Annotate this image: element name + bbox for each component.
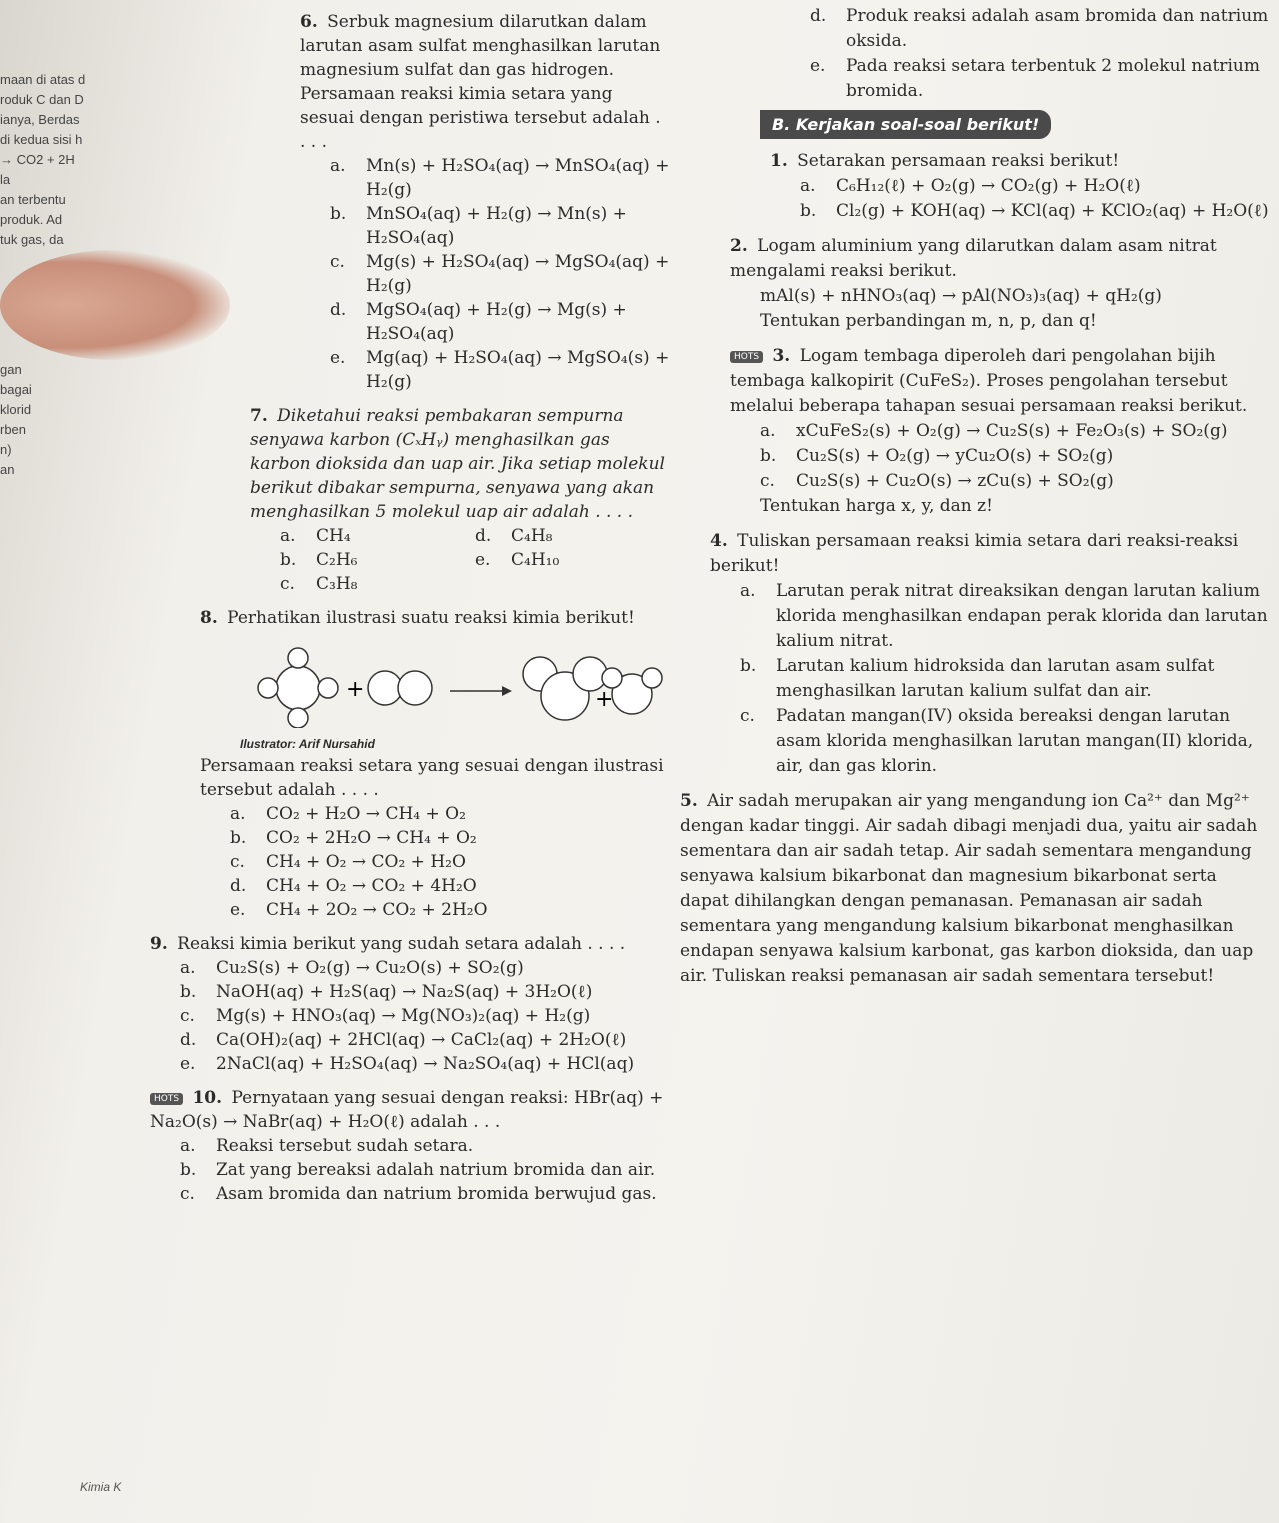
options-list <box>180 956 670 1076</box>
question-text: Tuliskan persamaan reaksi kimia setara dari reaksi-reaksi berikut! <box>710 531 1239 576</box>
question-ask: Tentukan perbandingan m, n, p, dan q! <box>760 311 1097 331</box>
option-text: C₆H₁₂(ℓ) + O₂(g) → CO₂(g) + H₂O(ℓ) <box>836 176 1141 196</box>
question-text: Pernyataan yang sesuai dengan reaksi: HBr(aq) + Na₂O(s) → NaBr(aq) + H₂O(ℓ) adalah . . . <box>150 1088 664 1132</box>
question-text: Setarakan persamaan reaksi berikut! <box>797 151 1120 171</box>
question-number: 2. <box>730 236 748 256</box>
option-item <box>760 419 1270 444</box>
question-text: Serbuk magnesium dilarutkan dalam larutan asam sulfat menghasilkan larutan magnesium sulfat dan gas hidrogen. Persamaan reaksi kimia setara yang sesuai dengan peristiwa tersebut adalah . . . . <box>300 12 661 152</box>
question-number: 10. <box>192 1088 223 1108</box>
page-footer: Kimia K <box>80 1480 122 1494</box>
options-list <box>760 419 1270 494</box>
option-letter: d. <box>810 6 827 26</box>
option-letter: e. <box>230 900 246 920</box>
options-list <box>280 524 670 596</box>
illustrator-credit: Ilustrator: Arif Nursahid <box>240 737 375 751</box>
edge-text-line: roduk C dan D <box>0 92 84 107</box>
option-letter: a. <box>230 804 246 824</box>
question-7 <box>250 404 670 596</box>
option-letter: c. <box>230 852 245 872</box>
option-item <box>180 1028 670 1052</box>
option-text: MgSO₄(aq) + H₂(g) → Mg(s) + H₂SO₄(aq) <box>366 300 627 344</box>
option-letter: d. <box>230 876 247 896</box>
option-text: CO₂ + 2H₂O → CH₄ + O₂ <box>266 828 477 848</box>
option-text: C₃H₈ <box>316 574 358 594</box>
question-number: 1. <box>770 151 788 171</box>
option-letter: e. <box>180 1054 196 1074</box>
option-item <box>280 572 475 596</box>
option-item <box>760 444 1270 469</box>
edge-text-line: bagai <box>0 382 32 397</box>
question-number: 3. <box>772 346 791 366</box>
option-letter: d. <box>475 526 492 546</box>
option-letter: d. <box>180 1030 197 1050</box>
option-text: C₄H₁₀ <box>511 550 560 570</box>
option-item <box>810 4 1270 54</box>
option-text: CH₄ + O₂ → CO₂ + H₂O <box>266 852 466 872</box>
option-text: CH₄ + O₂ → CO₂ + 4H₂O <box>266 876 477 896</box>
option-item <box>230 874 670 898</box>
option-letter: a. <box>180 958 196 978</box>
option-text: xCuFeS₂(s) + O₂(g) → Cu₂S(s) + Fe₂O₃(s) + SO₂(g) <box>796 421 1228 441</box>
option-letter: b. <box>180 1160 197 1180</box>
essay-1 <box>770 149 1270 224</box>
option-text: Cu₂S(s) + Cu₂O(s) → zCu(s) + SO₂(g) <box>796 471 1114 491</box>
edge-text-line: di kedua sisi h <box>0 132 83 147</box>
question-text: Logam tembaga diperoleh dari pengolahan bijih tembaga kalkopirit (CuFeS₂). Proses pengolahan tersebut melalui beberapa tahapan sesuai persamaan reaksi berikut. <box>730 346 1248 416</box>
option-letter: c. <box>740 706 755 726</box>
option-item <box>740 704 1270 779</box>
option-text: Cu₂S(s) + O₂(g) → Cu₂O(s) + SO₂(g) <box>216 958 524 978</box>
svg-text:+: + <box>595 687 614 712</box>
option-item <box>740 579 1270 654</box>
option-letter: e. <box>475 550 491 570</box>
option-letter: c. <box>280 574 295 594</box>
option-letter: b. <box>800 201 817 221</box>
option-letter: a. <box>280 526 296 546</box>
option-letter: e. <box>330 348 346 368</box>
edge-text-line: maan di atas d <box>0 72 86 87</box>
right-column <box>680 4 1270 999</box>
option-letter: b. <box>330 204 347 224</box>
option-text: C₄H₈ <box>511 526 553 546</box>
option-text: Asam bromida dan natrium bromida berwujud gas. <box>216 1184 657 1204</box>
option-item <box>810 54 1270 104</box>
option-item <box>180 1134 670 1158</box>
edge-text-line: klorid <box>0 402 32 417</box>
option-item <box>330 250 670 298</box>
question-10 <box>150 1086 670 1206</box>
option-text: Larutan kalium hidroksida dan larutan asam sulfat menghasilkan larutan kalium sulfat dan air. <box>776 656 1215 701</box>
question-number: 8. <box>200 608 218 628</box>
edge-text-line: gan <box>0 362 22 377</box>
option-item <box>230 898 670 922</box>
option-letter: c. <box>180 1006 195 1026</box>
option-item <box>475 548 670 572</box>
option-text: Zat yang bereaksi adalah natrium bromida dan air. <box>216 1160 656 1180</box>
section-b-header: B. Kerjakan soal-soal berikut! <box>760 110 1051 139</box>
question-number: 5. <box>680 791 698 811</box>
option-item <box>280 524 475 548</box>
edge-text-line: rben <box>0 422 27 437</box>
question-text: Logam aluminium yang dilarutkan dalam asam nitrat mengalami reaksi berikut. <box>730 236 1217 281</box>
option-text: MnSO₄(aq) + H₂(g) → Mn(s) + H₂SO₄(aq) <box>366 204 627 248</box>
question-number: 9. <box>150 934 168 954</box>
option-letter: a. <box>760 421 776 441</box>
option-letter: b. <box>280 550 297 570</box>
options-list <box>230 802 670 922</box>
question-text: Reaksi kimia berikut yang sudah setara adalah . . . . <box>177 934 626 954</box>
question-number: 6. <box>300 12 318 32</box>
option-text: Produk reaksi adalah asam bromida dan natrium oksida. <box>846 6 1269 51</box>
edge-text-line: an terbentu <box>0 192 66 207</box>
option-letter: b. <box>180 982 197 1002</box>
option-item <box>180 1052 670 1076</box>
question-number: 4. <box>710 531 728 551</box>
option-item <box>230 850 670 874</box>
option-item <box>800 174 1270 199</box>
question-number: 7. <box>250 406 268 426</box>
option-item <box>330 346 670 394</box>
question-6 <box>300 10 670 394</box>
hots-badge: HOTS <box>150 1093 183 1105</box>
option-item <box>330 298 670 346</box>
option-item <box>475 524 670 548</box>
option-text: Cu₂S(s) + O₂(g) → yCu₂O(s) + SO₂(g) <box>796 446 1114 466</box>
option-text: CH₄ + 2O₂ → CO₂ + 2H₂O <box>266 900 488 920</box>
option-text: Mg(aq) + H₂SO₄(aq) → MgSO₄(s) + H₂(g) <box>366 348 670 392</box>
option-letter <box>475 572 501 596</box>
option-letter: a. <box>330 156 346 176</box>
question-text: Air sadah merupakan air yang mengandung ion Ca²⁺ dan Mg²⁺ dengan kadar tinggi. Air sadah dibagi menjadi dua, yaitu air sadah sementara dan air sadah tetap. Air sadah sementara mengandung senyawa kalsium bikarbonat dan magnesium bikarbonat serta dapat dihilangkan dengan pemanasan. Pemanasan air sadah sementara yang mengandung kalsium bikarbonat menghasilkan endapan senyawa kalsium karbonat, gas karbon dioksida, dan uap air. Tuliskan reaksi pemanasan air sadah sementara tersebut! <box>680 791 1258 986</box>
option-item <box>180 1158 670 1182</box>
option-letter: b. <box>760 446 777 466</box>
option-item <box>180 1004 670 1028</box>
edge-text-line: la <box>0 172 11 187</box>
option-text: Padatan mangan(IV) oksida bereaksi dengan larutan asam klorida menghasilkan larutan mangan(II) klorida, air, dan gas klorin. <box>776 706 1254 776</box>
option-letter: c. <box>760 471 775 491</box>
option-text: Mg(s) + H₂SO₄(aq) → MgSO₄(aq) + H₂(g) <box>366 252 670 296</box>
left-column <box>150 10 670 1216</box>
option-item <box>330 202 670 250</box>
svg-text:+: + <box>346 677 365 702</box>
edge-text-line: produk. Ad <box>0 212 63 227</box>
option-letter: b. <box>230 828 247 848</box>
option-text: CH₄ <box>316 526 351 546</box>
option-item <box>180 956 670 980</box>
option-item <box>280 548 475 572</box>
options-list <box>800 174 1270 224</box>
options-list <box>740 579 1270 779</box>
edge-text-line: n) <box>0 442 12 457</box>
option-item <box>330 154 670 202</box>
option-text: Pada reaksi setara terbentuk 2 molekul natrium bromida. <box>846 56 1260 101</box>
q10-continued-options <box>810 4 1270 104</box>
option-letter: d. <box>330 300 347 320</box>
essay-3 <box>730 344 1270 519</box>
option-letter: c. <box>180 1184 195 1204</box>
question-8 <box>200 606 670 922</box>
options-list <box>180 1134 670 1206</box>
essay-5 <box>680 789 1270 989</box>
edge-text-line: tuk gas, da <box>0 232 64 247</box>
essay-4 <box>710 529 1270 779</box>
option-letter: a. <box>800 176 816 196</box>
option-item <box>180 980 670 1004</box>
option-item <box>180 1182 670 1206</box>
option-letter: c. <box>330 252 345 272</box>
option-text: Mn(s) + H₂SO₄(aq) → MnSO₄(aq) + H₂(g) <box>366 156 670 200</box>
option-text: Reaksi tersebut sudah setara. <box>216 1136 474 1156</box>
option-letter: b. <box>740 656 757 676</box>
option-text: 2NaCl(aq) + H₂SO₄(aq) → Na₂SO₄(aq) + HCl(aq) <box>216 1054 635 1074</box>
essay-2 <box>730 234 1270 334</box>
reaction-illustration <box>240 636 670 751</box>
question-prompt: Persamaan reaksi setara yang sesuai dengan ilustrasi tersebut adalah . . . . <box>200 756 664 800</box>
edge-text-line: → CO2 + 2H <box>0 152 75 167</box>
option-letter: a. <box>180 1136 196 1156</box>
hots-badge: HOTS <box>730 351 763 363</box>
option-text: Ca(OH)₂(aq) + 2HCl(aq) → CaCl₂(aq) + 2H₂O(ℓ) <box>216 1030 627 1050</box>
edge-text-line: an <box>0 462 15 477</box>
molecule-diagram <box>240 636 680 728</box>
question-text: Diketahui reaksi pembakaran sempurna senyawa karbon (CₓHᵧ) menghasilkan gas karbon dioksida dan uap air. Jika setiap molekul berikut dibakar sempurna, senyawa yang akan menghasilkan 5 molekul uap air adalah . . . . <box>250 406 665 522</box>
question-ask: Tentukan harga x, y, dan z! <box>760 496 993 516</box>
option-text: Larutan perak nitrat direaksikan dengan larutan kalium klorida menghasilkan endapan perak klorida dan larutan kalium nitrat. <box>776 581 1268 651</box>
option-item <box>800 199 1270 224</box>
option-letter: e. <box>810 56 826 76</box>
option-item <box>230 826 670 850</box>
option-text: CO₂ + H₂O → CH₄ + O₂ <box>266 804 466 824</box>
equation: mAl(s) + nHNO₃(aq) → pAl(NO₃)₃(aq) + qH₂(g) <box>760 286 1162 306</box>
option-text: C₂H₆ <box>316 550 358 570</box>
question-text: Perhatikan ilustrasi suatu reaksi kimia berikut! <box>227 608 635 628</box>
edge-text-line: ianya, Berdas <box>0 112 80 127</box>
option-item <box>760 469 1270 494</box>
option-text: Mg(s) + HNO₃(aq) → Mg(NO₃)₂(aq) + H₂(g) <box>216 1006 591 1026</box>
option-item <box>230 802 670 826</box>
option-text: Cl₂(g) + KOH(aq) → KCl(aq) + KClO₂(aq) + H₂O(ℓ) <box>836 201 1269 221</box>
options-list <box>330 154 670 394</box>
option-text: NaOH(aq) + H₂S(aq) → Na₂S(aq) + 3H₂O(ℓ) <box>216 982 593 1002</box>
option-letter: a. <box>740 581 756 601</box>
question-9 <box>150 932 670 1076</box>
option-item <box>740 654 1270 704</box>
option-item <box>475 572 670 596</box>
